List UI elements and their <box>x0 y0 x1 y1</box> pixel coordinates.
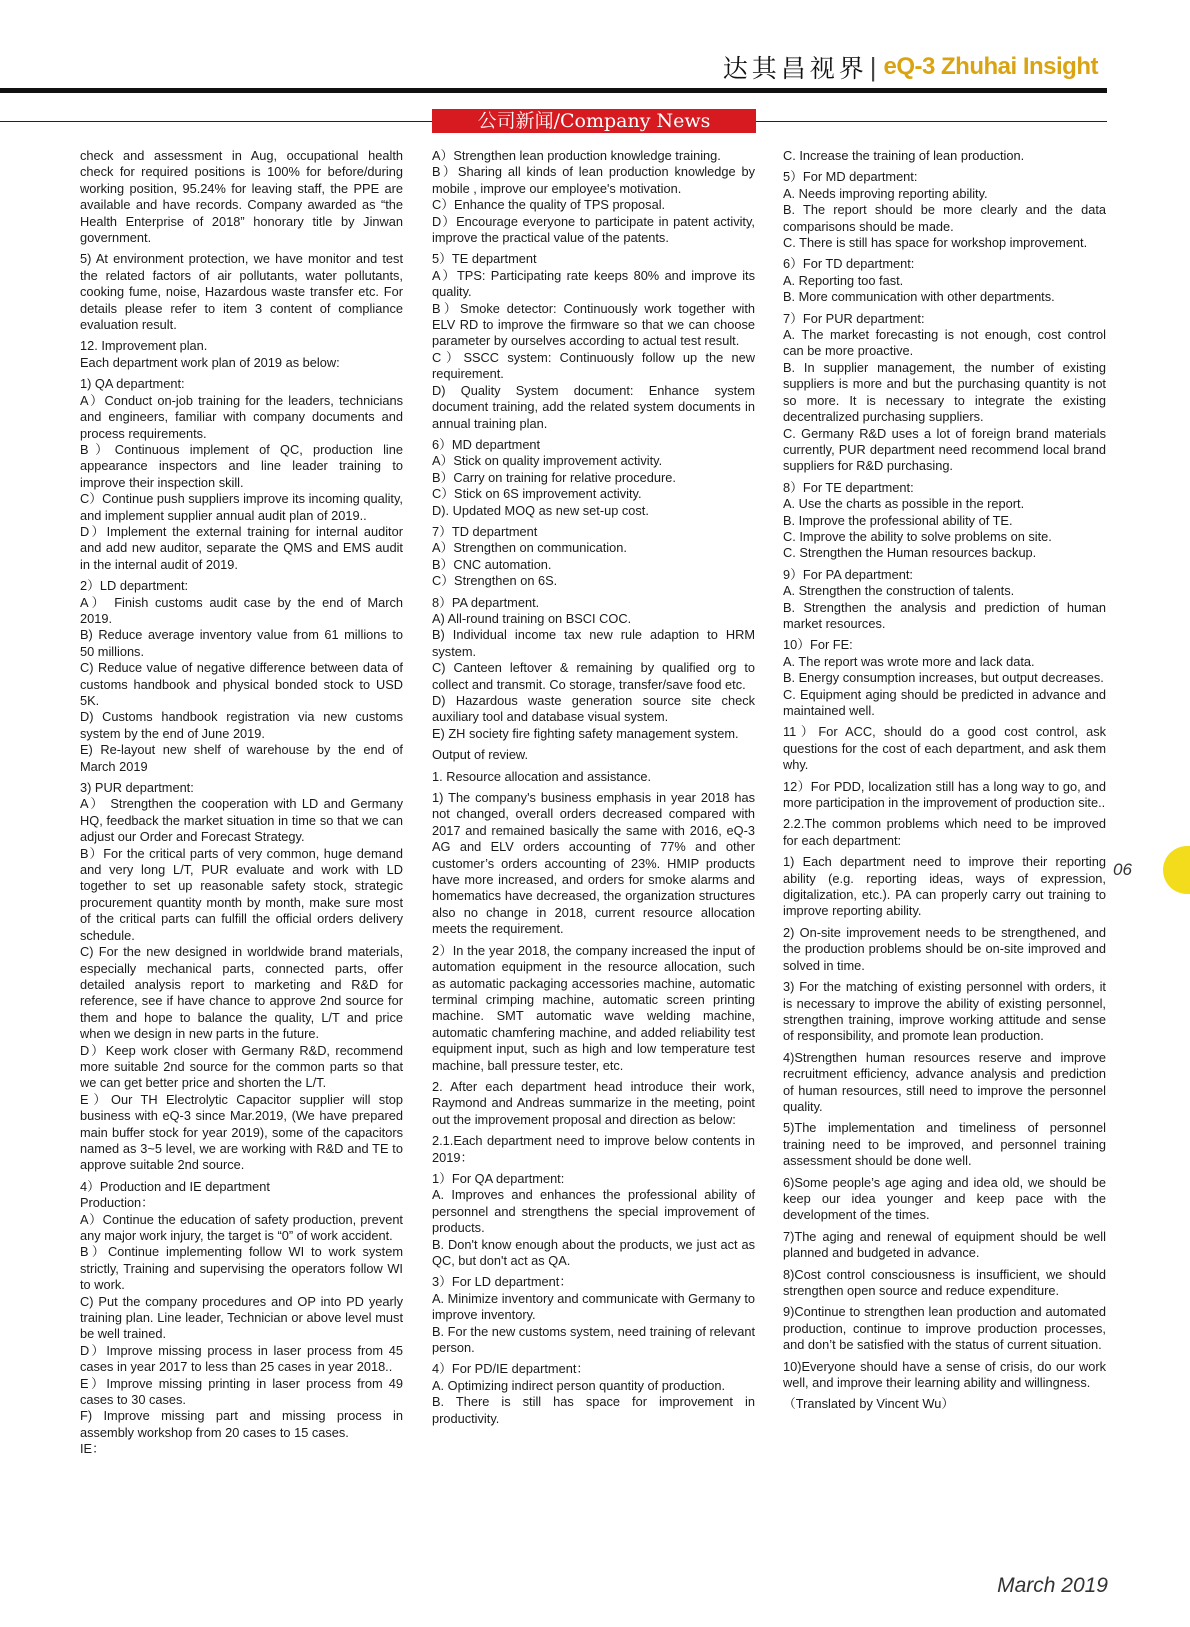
paragraph: Output of review. <box>432 747 529 763</box>
paragraph: 5）For MD department: A. Needs improving reporting ability. B. The report should be more clearly and the data comparisons should be made. C. There is still has space for workshop improvement. <box>783 169 1106 251</box>
paragraph: 4)Strengthen human resources reserve and improve recruitment efficiency, advance analysis and prediction of human resources, still need to improve the personnel quality. <box>783 1049 1106 1114</box>
paragraph: 5）TE department A）TPS: Participating rate keeps 80% and improve its quality. B）Smoke detector: Continuously work together with ELV RD to improve the firmware so that we can choose parameter by ourselves according to actual test result. C）SSCC system: Continuously follow up the new requirement. D) Quality System document: Enhance system document training, add the related system documents in annual training plan. <box>432 251 755 431</box>
paragraph: 1) QA department: A）Conduct on-job training for the leaders, technicians and engineers, familiar with company documents and process requirements. B）Continuous implement of QC, production line appearance inspectors and line leader training to improve their inspection skill. C）Continue push suppliers improve its incoming quality, and implement supplier annual audit plan of 2019.. D）Implement the external training for internal auditor and add new auditor, separate the QMS and EMS audit in the internal audit of 2019. <box>80 376 403 572</box>
paragraph: 1) The company's business emphasis in year 2018 has not changed, overall orders decreased compared with 2017 and remained basically the same with 2016, eQ-3 AG and ELV orders accounting of 77% and other customer’s orders accounting of 23%. HMIP products have more increased, and orders for smoke alarms and homematics have decreased, the organization structures also no change in 2018, current resource allocation meets the requirement. <box>432 790 755 937</box>
paragraph: （Translated by Vincent Wu） <box>783 1396 955 1412</box>
paragraph: 3) For the matching of existing personnel with orders, it is necessary to improve the ability of existing personnel, strengthen training, improve working attitude and sense of responsibility, and promote lean production. <box>783 979 1106 1044</box>
paragraph: 9）For PA department: A. Strengthen the construction of talents. B. Strengthen the analysis and prediction of human market resources. <box>783 566 1106 631</box>
paragraph: 4）For PD/IE department： A. Optimizing indirect person quantity of production. B. There is still has space for improvement in productivity. <box>432 1361 755 1426</box>
paragraph: 10）For FE: A. The report was wrote more and lack data. B. Energy consumption increases, but output decreases. C. Equipment aging should be predicted in advance and maintained well. <box>783 637 1106 718</box>
page-number: 06 <box>1113 860 1132 879</box>
paragraph: 2. After each department head introduce their work, Raymond and Andreas summarize in the meeting, point out the improvement proposal and direction as below: <box>432 1078 755 1127</box>
paragraph: 11）For ACC, should do a good cost control, ask questions for the cost of each department, and ask them why. <box>783 724 1106 773</box>
issue-date: March 2019 <box>997 1574 1108 1597</box>
page-marker-tab <box>1163 846 1190 894</box>
paragraph: 7）For PUR department: A. The market forecasting is not enough, cost control can be more proactive. B. In supplier management, the number of existing suppliers is more and but the purchasing quantity is not so more. It is necessary to integrate the existing decentralized purchasing suppliers. C. Germany R&D uses a lot of foreign brand materials currently, PUR department need recommend local brand suppliers for R&D purchasing. <box>783 310 1106 474</box>
paragraph: check and assessment in Aug, occupational health check for required positions is 100% for before/during working position, 95.24% for leaving staff, the PPE are available and have records. Company awarded as “the Health Enterprise of 2018” honorary title by Jinwan government. <box>80 148 403 246</box>
brand-separator: | <box>869 51 877 82</box>
paragraph: 2）LD department: A） Finish customs audit case by the end of March 2019. B) Reduce average inventory value from 61 millions to 50 millions. C) Reduce value of negative difference between data of customs handbook and physical bonded stock to USD 5K. D) Customs handbook registration via new customs system by the end of June 2019. E) Re-layout new shelf of warehouse by the end of March 2019 <box>80 578 403 774</box>
paragraph: 10)Everyone should have a sense of crisis, do our work well, and improve their learning ability and willingness. <box>783 1358 1106 1391</box>
paragraph: 9)Continue to strengthen lean production and automated production, continue to improve production processes, and don’t be satisfied with the status of current situation. <box>783 1304 1106 1353</box>
paragraph: 3）For LD department： A. Minimize inventory and communicate with Germany to improve inventory. B. For the new customs system, need training of relevant person. <box>432 1274 755 1356</box>
section-title: 公司新闻/Company News <box>432 109 756 133</box>
paragraph: 3) PUR department: A） Strengthen the cooperation with LD and Germany HQ, feedback the market situation in time so that we can adjust our Order and Forecast Strategy. B）For the critical parts of very common, huge demand and very long L/T, PUR evaluate and work with LD together to set up reasonable safety stock, strategic procurement quantity month by month, make sure most of the critical parts can fulfill the official orders delivery schedule. C) For the new designed in worldwide brand materials, especially mechanical parts, connected parts, offer detailed analysis report to marketing and R&D for reference, see if have chance to approve 2nd source for them and hope to balance the quality, L/T and price when we design in new parts in the future. D）Keep work closer with Germany R&D, recommend more suitable 2nd source for the common parts so that we can get better price and shorten the L/T. E）Our TH Electrolytic Capacitor supplier will stop business with eQ-3 since Mar.2019, (We have prepared main buffer stock for year 2019), some of the capacitors named as 3~5 level, we are working with R&D and TE to approve suitable 2nd source. <box>80 780 403 1173</box>
paragraph: C. Increase the training of lean production. <box>783 148 1025 163</box>
paragraph: 2) On-site improvement needs to be strengthened, and the production problems should be on-site improved and solved in time. <box>783 924 1106 973</box>
paragraph: 1）For QA department: A. Improves and enhances the professional ability of personnel and strengthens the special improvement of products. B. Don't know enough about the products, we just act as QC, but don't act as QA. <box>432 1170 755 1268</box>
paragraph: 6）For TD department: A. Reporting too fast. B. More communication with other departments. <box>783 256 1055 305</box>
paragraph: 1) Each department need to improve their reporting ability (e.g. reporting ideas, ways of expression, digitalization, etc.). PA can properly carry out training to improve reporting ability. <box>783 854 1106 919</box>
article-column-right <box>783 148 1106 1418</box>
paragraph: 6）MD department A）Stick on quality improvement activity. B）Carry on training for relative procedure. C）Stick on 6S improvement activity. D). Updated MOQ as new set-up cost. <box>432 436 676 518</box>
paragraph: 1. Resource allocation and assistance. <box>432 768 652 784</box>
magazine-title-en: eQ-3 Zhuhai Insight <box>883 53 1098 80</box>
paragraph: 6)Some people’s age aging and idea old, we should be keep our idea younger and keep pace with the development of the times. <box>783 1174 1106 1223</box>
paragraph: 5)The implementation and timeliness of personnel training need to be improved, and personnel training assessment should be done well. <box>783 1120 1106 1169</box>
paragraph: 7）TD department A）Strengthen on communication. B）CNC automation. C）Strengthen on 6S. <box>432 523 627 589</box>
paragraph: 2.2.The common problems which need to be improved for each department: <box>783 816 1106 848</box>
magazine-brand <box>723 50 1098 84</box>
header-rule <box>0 88 1107 93</box>
paragraph: 5) At environment protection, we have monitor and test the related factors of air pollutants, water pollutants, cooking fume, noise, Hazardous waste transfer etc. For details please refer to item 3 content of compliance evaluation result. <box>80 251 403 333</box>
paragraph: 8)Cost control consciousness is insufficient, we should strengthen open source and reduce expenditure. <box>783 1266 1106 1298</box>
paragraph: 12. Improvement plan. Each department work plan of 2019 as below: <box>80 338 340 370</box>
magazine-title-cn: 达其昌视界 <box>722 54 868 83</box>
paragraph: 2.1.Each department need to improve below contents in 2019： <box>432 1133 755 1165</box>
article-column-middle <box>432 148 755 1432</box>
paragraph: 8）For TE department: A. Use the charts as possible in the report. B. Improve the professional ability of TE. C. Improve the ability to solve problems on site. C. Strengthen the Human resources backup. <box>783 479 1052 561</box>
paragraph: 12）For PDD, localization still has a long way to go, and more participation in the improvement of production site.. <box>783 778 1106 811</box>
paragraph: 2）In the year 2018, the company increased the input of automation equipment in the resource allocation, such as automatic packaging accessories machine, automatic terminal crimping machine, automatic screen printing machine. SMT automatic wave welding machine, automatic chamfering machine, and added reliability test equipment input, such as high and low temperature test machine, ball pressure tester, etc. <box>432 942 755 1073</box>
paragraph: 4）Production and IE department Production： A）Continue the education of safety production, prevent any major work injury, the target is “0” of work accident. B）Continue implementing follow WI to work system strictly, Training and supervising the operators follow WI to work. C) Put the company procedures and OP into PD yearly training plan. Line leader, Technician or above level must be well trained. D）Improve missing process in laser process from 45 cases in year 2017 to less than 25 cases in year 2018.. E）Improve missing printing in laser process from 49 cases to 30 cases. F) Improve missing part and missing process in assembly workshop from 20 cases to 15 cases. IE： <box>80 1178 403 1457</box>
paragraph: 8）PA department. A) All-round training on BSCI COC. B) Individual income tax new rule adaption to HRM system. C) Canteen leftover & remaining by qualified org to collect and transmit. Co storage, transfer/save food etc. D) Hazardous waste generation source site check auxiliary tool and database visual system. E) ZH society fire fighting safety management system. <box>432 594 755 741</box>
paragraph: 7)The aging and renewal of equipment should be well planned and budgeted in advance. <box>783 1228 1106 1261</box>
article-column-left <box>80 148 403 1463</box>
paragraph: A）Strengthen lean production knowledge training. B）Sharing all kinds of lean production knowledge by mobile , improve our employee's motivation. C）Enhance the quality of TPS proposal. D）Encourage everyone to participate in patent activity, improve the practical value of the patents. <box>432 148 755 246</box>
